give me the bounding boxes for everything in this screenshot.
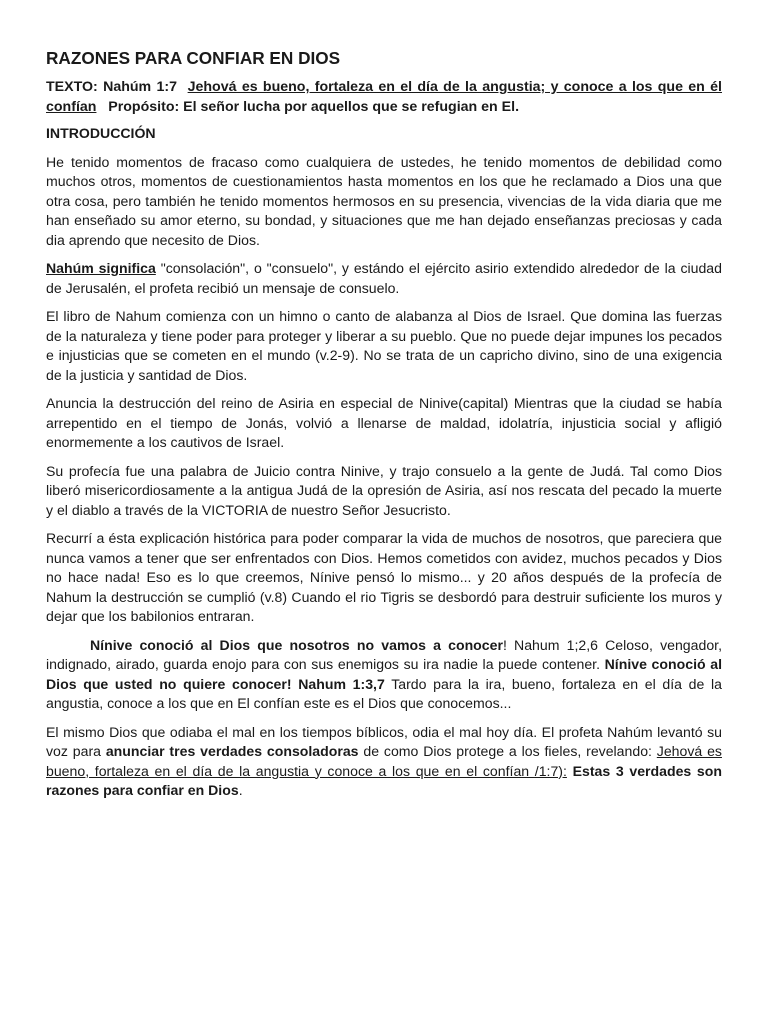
paragraph-2-text: "consolación", o "consuelo", y estándo el ejército asirio extendido alrededor de la ciudad de Jerusalén, el profeta recibió un mensaje de consuelo.: [46, 260, 722, 296]
paragraph-7: [46, 636, 722, 714]
p8-text-3: .: [238, 782, 243, 798]
p8-verse: Jehová es bueno, fortaleza en el día de la angustia y conoce a los que en el confían /1:7):: [46, 743, 722, 779]
p8-bold-2: Estas 3 verdades son razones para confiar en Dios: [46, 762, 722, 798]
p8-bold-1: anunciar tres verdades consoladoras: [105, 743, 359, 759]
p7-bold-1: Nínive conoció al Dios que nosotros no vamos a conocer: [90, 636, 503, 653]
p7-text-2: Tardo para la ira, bueno, fortaleza en el día de la angustia, conoce a los que en El confían este es el Dios que conocemos...: [46, 675, 722, 711]
texto-line: [46, 78, 722, 117]
p8-text-1: El mismo Dios que odiaba el mal en los tiempos bíblicos, odia el mal hoy día. El profeta Nahúm levantó su voz para: [46, 723, 722, 759]
paragraph-6: Recurrí a ésta explicación histórica para poder comparar la vida de muchos de nosotros, que pareciera que nunca vamos a tener que ser enfrentados con Dios. Hemos cometidos con avidez, muchos pecados y Dios no hace nada! Eso es lo que creemos, Nínive pensó lo mismo... y 20 años después de la profecía de Nahum la destrucción se cumplió (v.8) Cuando el rio Tigris se desbordó para destruir suficiente los muros y dejar que los babilonios entraran.: [46, 530, 722, 624]
texto-label: TEXTO: Nahúm 1:7: [46, 79, 177, 95]
paragraph-8: [46, 723, 722, 801]
paragraph-2: [46, 259, 722, 298]
paragraph-4: Anuncia la destrucción del reino de Asiria en especial de Ninive(capital) Mientras que la ciudad se había arrepentido en el tiempo de Jonás, volvió a llenarse de maldad, idolatría, injusticia social y afligió enormemente a los cautivos de Israel.: [46, 395, 722, 450]
proposito: Propósito: El señor lucha por aquellos que se refugian en El.: [108, 98, 520, 115]
intro-heading: INTRODUCCIÓN: [46, 125, 156, 141]
document-page: [46, 48, 722, 810]
nahum-significa: Nahúm significa: [46, 260, 156, 276]
p7-bold-2: Nínive conoció al Dios que usted no quiere conocer! Nahum 1:3,7: [46, 656, 722, 692]
paragraph-3: El libro de Nahum comienza con un himno o canto de alabanza al Dios de Israel. Que domina las fuerzas de la naturaleza y tiene poder para proteger y liberar a su pueblo. Que no puede dejar impunes los pecados e injusticias que se cometen en el mundo (v.2-9). No se trata de un capricho divino, sino de una exigencia de la justicia y santidad de Dios.: [46, 308, 722, 383]
paragraph-1: He tenido momentos de fracaso como cualquiera de ustedes, he tenido momentos de debilidad como muchos otros, momentos de cuestionamientos hasta momentos en los que he reclamado a Dios una que otra cosa, pero también he tenido momentos hermosos en su presencia, vivencias de la vida diaria que me han enseñado su amor eterno, su bondad, y situaciones que me han dejado enseñanzas preciosas y cada dia aprendo que necesito de Dios.: [46, 153, 722, 248]
p7-text-1: ! Nahum 1;2,6 Celoso, vengador, indignado, airado, guarda enojo para con sus enemigos su ira nadie la puede contener.: [46, 636, 722, 672]
document-title: RAZONES PARA CONFIAR EN DIOS: [46, 48, 341, 68]
paragraph-5: Su profecía fue una palabra de Juicio contra Ninive, y trajo consuelo a la gente de Judá. Tal como Dios liberó misericordiosamente a la antigua Judá de la opresión de Asiria, así nos rescata del pecado la muerte y el diablo a través de la VICTORIA de nuestro Señor Jesucristo.: [46, 462, 722, 518]
p8-text-2: de como Dios protege a los fieles, revelando:: [358, 743, 657, 759]
texto-verse: Jehová es bueno, fortaleza en el día de la angustia; y conoce a los que en él confían: [46, 79, 722, 115]
